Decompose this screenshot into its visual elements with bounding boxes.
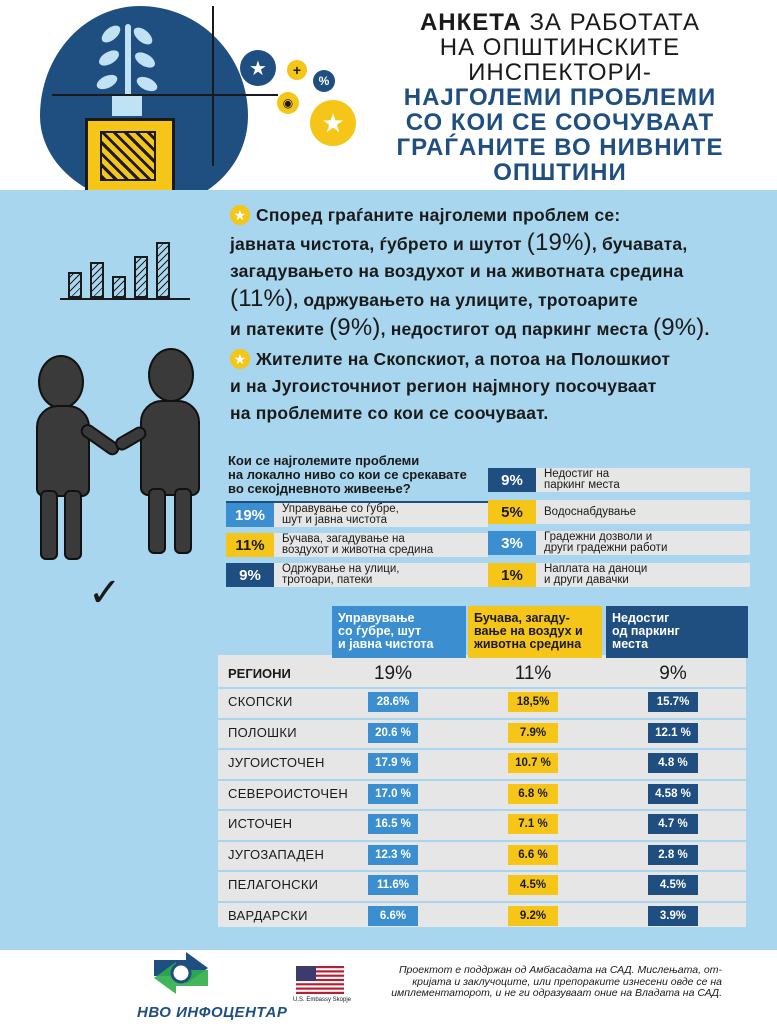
region-value: 7.9% <box>508 723 558 743</box>
subtitle-line1: НАЈГОЛЕМИ ПРОБЛЕМИ <box>403 84 717 111</box>
region-value: 15.7% <box>648 692 698 712</box>
regions-label: РЕГИОНИ <box>228 666 291 681</box>
star-icon: ★ <box>230 205 250 225</box>
answer-item <box>226 533 488 557</box>
doodle-bar <box>68 272 82 298</box>
answer-item <box>488 563 750 587</box>
answer-label <box>536 469 620 491</box>
col-header-line: и јавна чистота <box>338 637 434 651</box>
col-header-line: Бучава, загаду- <box>474 611 570 625</box>
title-bold: АНКЕТА <box>419 9 522 36</box>
region-name: ЈУГОИСТОЧЕН <box>228 755 325 770</box>
disclaimer <box>352 965 722 1000</box>
answer-pct: 9% <box>488 468 536 492</box>
row-divider <box>218 901 746 903</box>
region-value: 28.6% <box>368 692 418 712</box>
region-value: 11.6% <box>368 875 418 895</box>
answer-label-line: Бучава, загадување на <box>282 533 405 545</box>
region-value: 10.7 % <box>508 753 558 773</box>
answer-label <box>536 564 647 586</box>
embassy-label: U.S. Embassy Skopje <box>293 997 352 1003</box>
b2-line3: на проблемите со кои се соочуваат. <box>230 403 549 423</box>
answer-label-line: Градежни дозволи и <box>544 531 653 543</box>
question-line3: во секојдневното живеење? <box>228 481 411 496</box>
region-value: 16.5 % <box>368 814 418 834</box>
answer-label-line: тротоари, патеки <box>282 574 373 586</box>
b1-line1: Според граѓаните најголеми проблем се: <box>256 205 621 225</box>
plant-stem <box>125 24 131 100</box>
table-row <box>218 812 746 836</box>
header <box>0 0 777 190</box>
answer-item <box>488 500 750 524</box>
bullet-finding-1 <box>230 202 750 343</box>
region-name: СКОПСКИ <box>228 694 293 709</box>
disclaimer-line: имплементаторот, и не ги одразуваат оние на Владата на САД. <box>391 987 722 999</box>
answer-label-line: Управување со ѓубре, <box>282 503 399 515</box>
b2-line2: и на Југоисточниот регион најмногу посочуваат <box>230 376 657 396</box>
region-value: 4.7 % <box>648 814 698 834</box>
region-name: ПЕЛАГОНСКИ <box>228 877 319 892</box>
region-value: 3.9% <box>648 906 698 926</box>
b1-pct: (19%) <box>526 229 592 256</box>
logo-text: НВО ИНФОЦЕНТАР <box>137 1004 288 1021</box>
answer-label-line: Водоснабдување <box>544 505 637 518</box>
answer-label-line: и други давачки <box>544 574 629 586</box>
table-row <box>218 751 746 775</box>
answer-item <box>226 503 488 527</box>
totals-row <box>218 658 746 688</box>
pot-hatch <box>100 131 156 181</box>
person-leg <box>174 488 192 554</box>
small-pot <box>112 96 142 116</box>
answer-label-line: паркинг места <box>544 479 620 491</box>
title-line2: НА ОПШТИНСКИТЕ <box>439 34 681 61</box>
row-divider <box>218 779 746 781</box>
person-body <box>36 405 90 497</box>
bullet-finding-2 <box>230 346 730 427</box>
region-name: ЈУГОЗАПАДЕН <box>228 846 325 862</box>
table-row <box>218 721 746 745</box>
col-header-line: Недостиг <box>612 611 670 625</box>
person-body <box>140 400 200 496</box>
table-row <box>218 782 746 806</box>
answer-label <box>274 504 399 526</box>
row-divider <box>218 870 746 872</box>
table-row <box>218 904 746 928</box>
star-icon: ★ <box>240 50 276 86</box>
region-value: 6.6 % <box>508 845 558 865</box>
title-line3: ИНСПЕКТОРИ- <box>468 59 652 86</box>
question-line2: на локално ниво со кои се срекавате <box>228 467 467 482</box>
question-title <box>228 454 488 496</box>
checkmark-icon: ✓ <box>88 571 122 615</box>
person-head <box>148 348 194 402</box>
total-value: 19% <box>373 663 413 684</box>
plus-icon: + <box>287 60 307 80</box>
region-value: 9.2% <box>508 906 558 926</box>
us-flag-icon <box>296 966 344 994</box>
total-value: 11% <box>514 663 552 684</box>
region-value: 12.3 % <box>368 845 418 865</box>
b2-line1: Жителите на Скопскиот, а потоа на Полошкиот <box>256 349 671 369</box>
region-name: ПОЛОШКИ <box>228 724 297 740</box>
region-value: 6.8 % <box>508 784 558 804</box>
person-leg <box>148 488 166 554</box>
row-divider <box>218 748 746 750</box>
answer-label-line: други градежни работи <box>544 542 668 554</box>
region-value: 4.58 % <box>648 784 698 804</box>
subtitle-line3: ГРАЃАНИТЕ ВО НИВНИТЕ <box>396 134 724 161</box>
region-name: СЕВЕРОИСТОЧЕН <box>228 785 349 801</box>
b1-text: и патеките <box>230 319 330 339</box>
region-value: 18,5% <box>508 692 558 712</box>
answer-pct: 1% <box>488 563 536 587</box>
star-icon: ★ <box>310 100 356 146</box>
divider-line <box>52 94 278 96</box>
total-value: 9% <box>659 663 687 684</box>
disclaimer-line: Проектот е поддржан од Амбасадата на САД. Мислењата, от- <box>398 964 722 976</box>
region-value: 20.6 % <box>368 723 418 743</box>
row-divider <box>218 718 746 720</box>
answer-pct: 11% <box>226 533 274 557</box>
yellow-pot <box>85 118 175 196</box>
person-leg <box>64 490 82 560</box>
doodle-bar <box>156 242 170 298</box>
star-icon: ★ <box>230 349 250 369</box>
b1-text: , одржувањето на улиците, тротоарите <box>293 290 638 310</box>
infocentar-logo-icon <box>150 950 212 996</box>
b1-text: , бучавата, <box>591 234 688 254</box>
person-leg <box>40 490 58 560</box>
b1-text: , недостигот од паркинг места <box>380 319 653 339</box>
col-header-line: Управување <box>338 611 415 625</box>
row-divider <box>218 687 746 689</box>
b1-text: . <box>704 319 710 339</box>
col-header-line: места <box>612 637 649 651</box>
answer-label <box>274 564 399 586</box>
answer-pct: 19% <box>226 503 274 527</box>
region-value: 7.1 % <box>508 814 558 834</box>
region-value: 12.1 % <box>648 723 698 743</box>
b1-line3: загадувањето на воздухот и на животната средина <box>230 261 684 281</box>
table-row <box>218 690 746 714</box>
answer-item <box>488 531 750 555</box>
question-line1: Кои се најголемите проблеми <box>228 453 420 468</box>
region-name: ИСТОЧЕН <box>228 816 293 831</box>
col-header-line: вање на воздух и <box>474 624 583 638</box>
b1-text: јавната чистота, ѓубрето и шутот <box>230 234 527 254</box>
person-head <box>38 355 84 409</box>
doodle-bar <box>134 256 148 298</box>
subtitle-line2: СО КОИ СЕ СООЧУВААТ <box>405 109 715 136</box>
divider-line <box>212 6 214 166</box>
row-divider <box>218 809 746 811</box>
answer-label <box>274 534 433 556</box>
region-value: 4.5% <box>648 875 698 895</box>
doodle-bar <box>112 276 126 298</box>
doodle-bar <box>90 262 104 298</box>
subtitle-line4: ОПШТИНИ <box>493 159 627 186</box>
region-value: 4.5% <box>508 875 558 895</box>
region-value: 17.9 % <box>368 753 418 773</box>
region-name: ВАРДАРСКИ <box>228 907 308 923</box>
region-value: 6.6% <box>368 906 418 926</box>
page-title <box>355 10 765 185</box>
answer-label-line: Одржување на улици, <box>282 563 400 575</box>
region-value: 17.0 % <box>368 784 418 804</box>
answer-pct: 3% <box>488 531 536 555</box>
column-header-noise <box>468 606 602 658</box>
column-header-waste <box>332 606 466 658</box>
table-row <box>218 843 746 867</box>
column-header-parking <box>606 606 748 658</box>
answer-label-line: шут и јавна чистота <box>282 514 388 526</box>
col-header-line: со ѓубре, шут <box>338 624 422 638</box>
answer-label-line: Наплата на даноци <box>544 563 648 575</box>
col-header-line: животна средина <box>474 637 582 651</box>
region-value: 4.8 % <box>648 753 698 773</box>
row-divider <box>218 840 746 842</box>
answer-label <box>536 532 667 554</box>
question-panel <box>218 450 750 590</box>
b1-pct: (9%) <box>653 314 705 341</box>
col-header-line: од паркинг <box>612 624 680 638</box>
answer-item <box>226 563 488 587</box>
answer-pct: 9% <box>226 563 274 587</box>
b1-pct: (11%) <box>230 285 294 312</box>
region-value: 2.8 % <box>648 845 698 865</box>
title-rest: ЗА РАБОТАТА <box>529 9 701 36</box>
b1-pct: (9%) <box>329 314 381 341</box>
answer-label <box>536 507 636 518</box>
percent-icon: % <box>313 70 335 92</box>
table-row <box>218 873 746 897</box>
disclaimer-line: кријата и заклучоците, или препораките изнесени овде се на <box>412 975 722 988</box>
answer-pct: 5% <box>488 500 536 524</box>
answer-item <box>488 468 750 492</box>
answer-label-line: Недостиг на <box>544 468 610 480</box>
doodle-axis <box>60 298 190 300</box>
footer <box>0 950 777 1033</box>
eye-icon: ◉ <box>277 92 299 114</box>
answer-label-line: воздухот и животна средина <box>282 544 434 556</box>
